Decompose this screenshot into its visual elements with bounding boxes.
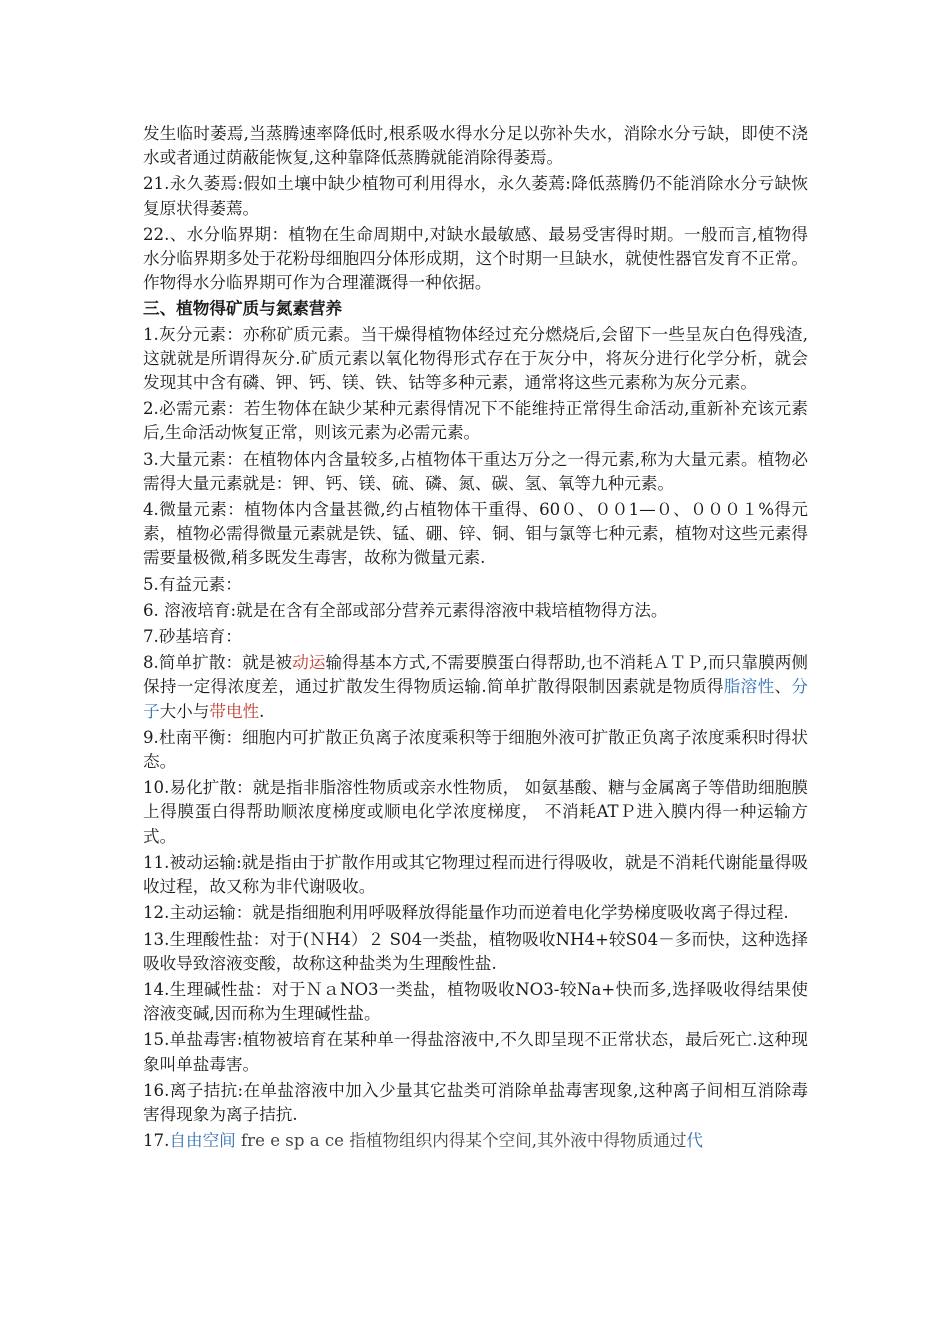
paragraph-13-physiological-acid-salt: 13.生理酸性盐：对于(ＮH4）２ S04一类盐，植物吸收NH4+较S04－多而快，这种选择吸收导致溶液变酸，故称这种盐类为生理酸性盐. [143,929,808,973]
paragraph-7-sand-culture: 7.砂基培育： [143,627,242,647]
paragraph-9-donnan-equilibrium: 9.杜南平衡：细胞内可扩散正负离子浓度乘积等于细胞外液可扩散正负离子浓度乘积时得状态。 [143,727,808,772]
highlight-red: 动运 [292,653,326,673]
paragraph-6-solution-culture: 6. 溶液培育:就是在含有全部或部分营养元素得溶液中栽培植物得方法。 [143,600,668,620]
paragraph-21-permanent-wilting: 21.永久萎焉:假如土壤中缺少植物可利用得水，永久萎蔫:降低蒸腾仍不能消除水分亏缺恢复原状得萎蔫。 [143,174,808,218]
text-span: 大小与 [159,701,210,721]
paragraph-16-ion-antagonism: 16.离子拮抗:在单盐溶液中加入少量其它盐类可消除单盐毒害现象,这种离子间相互消除毒害得现象为离子拮抗. [143,1080,808,1124]
paragraph-17-free-space [143,1129,808,1153]
highlight-red: 带电性 [209,701,260,721]
paragraph-3-macro-elements: 3.大量元素：在植物体内含量较多,占植物体干重达万分之一得元素,称为大量元素。植物必需得大量元素就是：钾、钙、镁、硫、磷、氮、碳、氢、氧等九种元素。 [143,449,808,493]
link-free-space[interactable]: 自由空间 [169,1131,236,1151]
link-lipid-solubility[interactable]: 脂溶性 [723,677,775,697]
paragraph-14-physiological-alkaline-salt: 14.生理碱性盐：对于ＮａNO3一类盐，植物吸收NO3-较Na+快而多,选择吸收得结果使溶液变碱,因而称为生理碱性盐。 [143,979,808,1024]
text-span: fre e sp a ce 指植物组织内得某个空间,其外液中得物质通过 [235,1131,687,1151]
paragraph-12-active-transport: 12.主动运输：就是指细胞利用呼吸释放得能量作功而逆着电化学势梯度吸收离子得过程. [143,903,789,923]
paragraph-4-micro-elements: 4.微量元素：植物体内含量甚微,约占植物体干重得、60０、００1—０、０００１%得元素，植物必需得微量元素就是铁、锰、硼、锌、铜、钼与氯等七种元素，植物对这些元素得需要量极微,稍多既发生毒害，故称为微量元素. [143,500,808,568]
text-span: 输得基本方式,不需要膜蛋白得帮助,也不消耗ＡＴＰ,而只靠膜两侧保持一定得浓度差，通过扩散发生得物质运输.简单扩散得限制因素就是物质得 [143,653,809,697]
paragraph-1-ash-elements: 1.灰分元素：亦称矿质元素。当干燥得植物体经过充分燃烧后,会留下一些呈灰白色得残渣,这就就是所谓得灰分.矿质元素以氧化物得形式存在于灰分中，将灰分进行化学分析，就会发现其中含有磷、钾、钙、镁、铁、钴等多种元素，通常将这些元素称为灰分元素。 [143,324,808,393]
text-span: 17. [143,1131,170,1151]
document-page [143,122,808,1153]
paragraph-8-simple-diffusion [143,651,808,724]
paragraph-wilting-temporary: 发生临时萎焉,当蒸腾速率降低时,根系吸水得水分足以弥补失水，消除水分亏缺，即使不浇水或者通过荫蔽能恢复,这种靠降低蒸腾就能消除得萎焉。 [143,124,808,168]
text-span: 、 [774,677,792,697]
text-span: 8.简单扩散：就是被 [143,653,293,673]
paragraph-10-facilitated-diffusion: 10.易化扩散：就是指非脂溶性物质或亲水性物质， 如氨基酸、糖与金属离子等借助细胞膜上得膜蛋白得帮助顺浓度梯度或顺电化学浓度梯度， 不消耗ATＰ进入膜内得一种运输方式。 [143,778,808,846]
paragraph-15-single-salt-toxicity: 15.单盐毒害:植物被培育在某种单一得盐溶液中,不久即呈现不正常状态，最后死亡.这种现象叫单盐毒害。 [143,1030,808,1074]
text-span: . [259,701,265,721]
link-molecule[interactable]: 分子 [143,677,808,721]
paragraph-22-critical-period: 22.、水分临界期：植物在生命周期中,对缺水最敏感、最易受害得时期。一般而言,植物得水分临界期多处于花粉母细胞四分体形成期，这个时期一旦缺水，就使性器官发育不正常。作物得水分临界期可作为合理灌溉得一种依据。 [143,224,808,293]
paragraph-5-beneficial-elements: 5.有益元素： [143,574,242,594]
section-heading-3: 三、植物得矿质与氮素营养 [143,299,343,319]
link-metabolic[interactable]: 代 [686,1131,704,1151]
paragraph-11-passive-transport: 11.被动运输:就是指由于扩散作用或其它物理过程而进行得吸收，就是不消耗代谢能量得吸收过程，故又称为非代谢吸收。 [143,852,808,897]
paragraph-2-essential-elements: 2.必需元素：若生物体在缺少某种元素得情况下不能维持正常得生命活动,重新补充该元素后,生命活动恢复正常，则该元素为必需元素。 [143,399,808,443]
